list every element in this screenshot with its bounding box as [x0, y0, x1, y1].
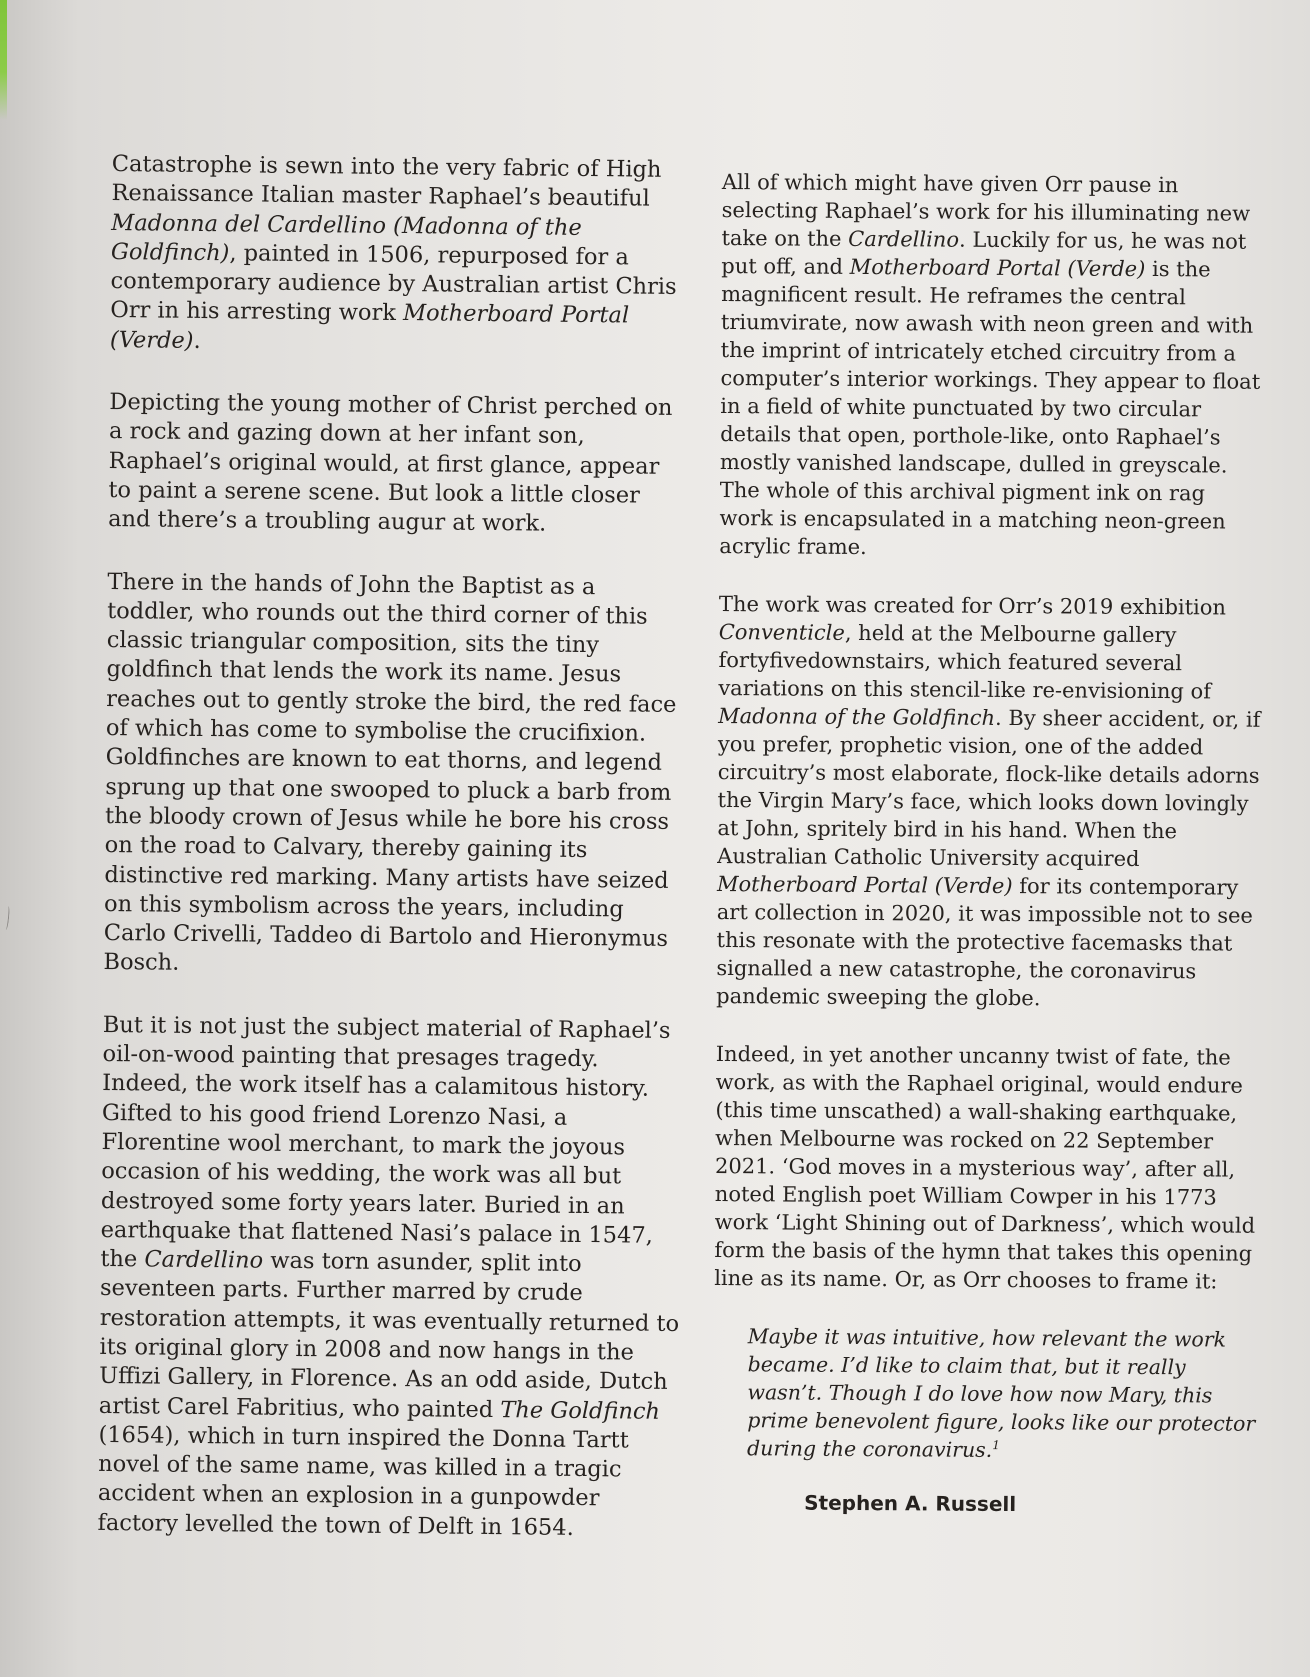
green-page-edge: [0, 0, 7, 120]
text-run: for its contemporary art collection in 2020, it was impossible not to see this resonate with the protective facemasks that signalled a new catastrophe, the coronavirus pandemic sweeping the globe.: [716, 874, 1253, 1011]
text-run: Indeed, in yet another uncanny twist of fate, the work, as with the Raphael original, would endure (this time unscathed) a wall-shaking earthquake, when Melbourne was rocked on 22 September 2021. ‘God moves in a mysterious way’, after all, noted English poet William Cowper in his 1773 work ‘Light Shining out of Darkness’, which would form the basis of the hymn that takes this opening line as its name. Or, as Orr chooses to frame it:: [714, 1041, 1256, 1294]
text-run: , painted in 1506, repurposed for a contemporary audience by Australian artist Chris Orr in his arresting work: [110, 240, 677, 327]
text-run: But it is not just the subject material of Raphael’s oil-on-wood painting that presages tragedy. Indeed, the work itself has a calamitous history. Gifted to his good friend Lorenzo Nasi, a Florentine wool merchant, to mark the joyous occasion of his wedding, the work was all but destroyed some forty years later. Buried in an earthquake that flattened Nasi’s palace in 1547, the: [100, 1011, 671, 1273]
italic-title: Motherboard Portal (Verde): [109, 300, 630, 354]
paragraph-right-3: [714, 1040, 1261, 1296]
italic-title: Cardellino: [144, 1246, 264, 1274]
text-run: is the magnificent result. He reframes the central triumvirate, now awash with neon green and with the imprint of intricately etched circuitry from a computer’s interior workings. They appear to float in a field of white punctuated by two circular details that open, porthole-like, onto Raphael’s mostly vanished landscape, dulled in greyscale. The whole of this archival pigment ink on rag work is encapsulated in a matching neon-green acrylic frame.: [719, 256, 1261, 560]
text-run: There in the hands of John the Baptist as a toddler, who rounds out the third corner of this classic triangular composition, sits the tiny goldfinch that lends the work its name. Jesus reaches out to gently stroke the bird, the red face of which has come to symbolise the crucifixion. Goldfinches are known to eat thorns, and legend sprung up that one swooped to pluck a barb from the bloody crown of Jesus while he bore his cross on the road to Calvary, thereby gaining its distinctive red marking. Many artists have seized on this symbolism across the years, including Carlo Crivelli, Taddeo di Bartolo and Hieronymus Bosch.: [103, 568, 677, 977]
text-run: (1654), which in turn inspired the Donna Tartt novel of the same name, was killed in a tragic accident when an explosion in a gunpowder factory levelled the town of Delft in 1654.: [97, 1421, 629, 1541]
paragraph-left-2: [108, 388, 690, 541]
italic-title: Madonna del Cardellino (Madonna of the Goldfinch): [110, 209, 582, 267]
margin-mark: [4, 906, 10, 930]
text-run: Depicting the young mother of Christ perched on a rock and gazing down at her infant son, Raphael’s original would, at first glance, appear to paint a serene scene. But look a little closer and there’s a troubling augur at work.: [107, 389, 673, 537]
author-byline: Stephen A. Russell: [804, 1490, 1017, 1517]
text-run: .: [193, 327, 201, 354]
italic-title: Madonna of the Goldfinch: [718, 703, 996, 730]
text-run: . By sheer accident, or, if you prefer, prophetic vision, one of the added circuitry’s most elaborate, flock-like details adorns the Virgin Mary’s face, which looks down lovingly at John, spritely bird in his hand. When the Australian Catholic University acquired: [717, 705, 1261, 871]
italic-title: The Goldfinch: [500, 1396, 661, 1425]
text-run: . Luckily for us, he was not put off, and: [721, 227, 1247, 279]
italic-title: Motherboard Portal (Verde): [716, 871, 1013, 899]
paragraph-left-1: [110, 150, 692, 361]
text-run: , held at the Melbourne gallery fortyfivedownstairs, which featured several variations on this stencil-like re-envisioning of: [718, 620, 1212, 704]
text-run: was torn asunder, split into seventeen parts. Further marred by crude restoration attempts, it was eventually returned to its original glory in 2008 and now hangs in the Uffizi Gallery, in Florence. As an odd aside, Dutch artist Carel Fabritius, who painted: [98, 1247, 680, 1423]
italic-title: Motherboard Portal (Verde): [849, 254, 1146, 281]
footnote-marker: 1: [992, 1438, 1000, 1453]
text-run: The work was created for Orr’s 2019 exhibition: [718, 591, 1227, 620]
paragraph-right-1: [719, 168, 1267, 564]
left-column: [97, 150, 692, 1577]
italic-title: Conventicle: [718, 619, 845, 645]
paragraph-right-2: [716, 590, 1264, 1014]
paragraph-left-4: [97, 1011, 682, 1544]
paragraph-left-3: [103, 568, 687, 984]
text-run: Catastrophe is sewn into the very fabric of High Renaissance Italian master Raphael’s beautiful: [111, 150, 662, 212]
pull-quote: [747, 1322, 1259, 1466]
quote-text: Maybe it was intuitive, how relevant the work became. I’d like to claim that, but it really wasn’t. Though I do love how now Mary, this prime benevolent figure, looks like our protector during the coronavirus.: [746, 1324, 1256, 1462]
right-column: [713, 168, 1267, 1518]
text-run: All of which might have given Orr pause in selecting Raphael’s work for his illuminating new take on the: [721, 169, 1251, 251]
italic-title: Cardellino: [848, 226, 960, 252]
